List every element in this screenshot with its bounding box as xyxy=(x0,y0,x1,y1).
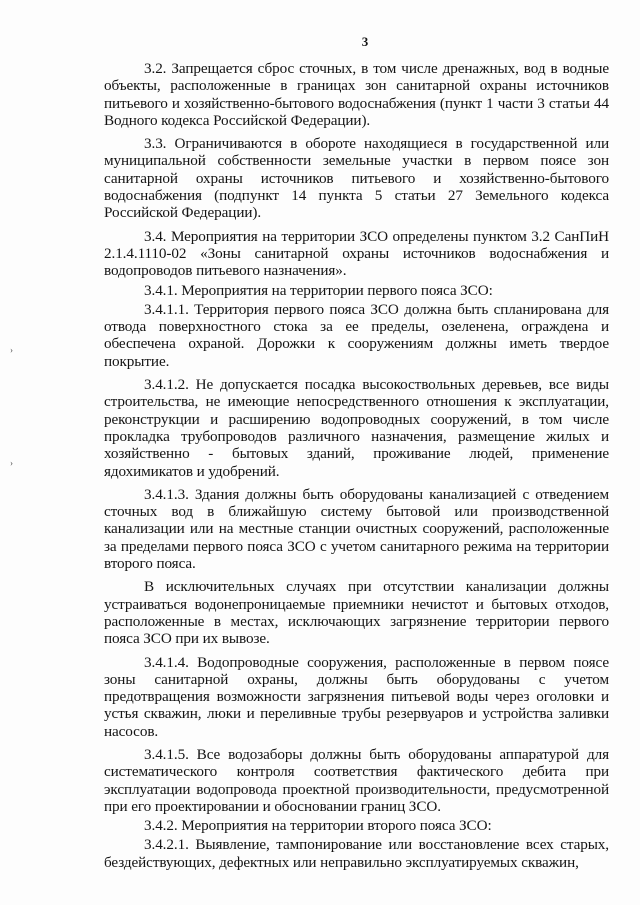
paragraph-3-4-1-5: 3.4.1.5. Все водозаборы должны быть оборудованы аппаратурой для систематического контроля соответствия фактического дебита при эксплуатации водопровода проектной производительности, предусмотренной при его проектировании и обосновании границ ЗСО. xyxy=(104,745,609,815)
paragraph-3-4: 3.4. Мероприятия на территории ЗСО определены пунктом 3.2 СанПиН 2.1.4.1110-02 «Зоны санитарной охраны источников водоснабжения и водопроводов питьевого назначения». xyxy=(104,227,609,280)
paragraph-3-4-1-3: 3.4.1.3. Здания должны быть оборудованы канализацией с отведением сточных вод в ближайшую систему бытовой или производственной канализации или на местные станции очистных сооружений, расположенные за пределами первого пояса ЗСО с учетом санитарного режима на территории второго пояса. xyxy=(104,485,609,573)
paragraph-3-2: 3.2. Запрещается сброс сточных, в том числе дренажных, вод в водные объекты, расположенные в границах зон санитарной охраны источников питьевого и хозяйственно-бытового водоснабжения (пункт 1 части 3 статьи 44 Водного кодекса Российской Федерации). xyxy=(104,60,609,129)
paragraph-3-3: 3.3. Ограничиваются в обороте находящиеся в государственной или муниципальной собственности земельные участки в первом поясе зон санитарной охраны источников питьевого и хозяйственно-бытового водоснабжения (подпункт 14 пункта 5 статьи 27 Земельного кодекса Российской Федерации). xyxy=(104,135,609,222)
paragraph-3-4-1-2: 3.4.1.2. Не допускается посадка высокоствольных деревьев, все виды строительства, не имеющие непосредственного отношения к эксплуатации, реконструкции и расширению водопроводных сооружений, в том числе прокладка трубопроводов различного назначения, размещение жилых и хозяйственно - бытовых зданий, проживание людей, применение ядохимикатов и удобрений. xyxy=(104,376,609,480)
margin-mark: › xyxy=(10,458,13,468)
paragraph-3-4-2-1: 3.4.2.1. Выявление, тампонирование или восстановление всех старых, бездействующих, дефектных или неправильно эксплуатируемых скважин, xyxy=(104,836,609,871)
paragraph-3-4-1-4: 3.4.1.4. Водопроводные сооружения, расположенные в первом поясе зоны санитарной охраны, должны быть оборудованы с учетом предотвращения возможности загрязнения питьевой воды через оголовки и устья скважин, люки и переливные трубы резервуаров и устройства заливки насосов. xyxy=(104,653,609,740)
paragraph-exceptional-cases: В исключительных случаях при отсутствии канализации должны устраиваться водонепроницаемые приемники нечистот и бытовых отходов, расположенные в местах, исключающих загрязнение территории первого пояса ЗСО при их вывозе. xyxy=(104,578,609,648)
paragraph-3-4-1: 3.4.1. Мероприятия на территории первого пояса ЗСО: xyxy=(144,281,493,299)
margin-mark: › xyxy=(10,345,13,355)
paragraph-3-4-1-1: 3.4.1.1. Территория первого пояса ЗСО должна быть спланирована для отвода поверхностного стока за ее пределы, озеленена, ограждена и обеспечена охраной. Дорожки к сооружениям должны иметь твердое покрытие. xyxy=(104,300,609,370)
document-body xyxy=(104,60,609,873)
paragraph-3-4-2: 3.4.2. Мероприятия на территории второго пояса ЗСО: xyxy=(144,817,492,835)
page-number: 3 xyxy=(361,34,369,49)
